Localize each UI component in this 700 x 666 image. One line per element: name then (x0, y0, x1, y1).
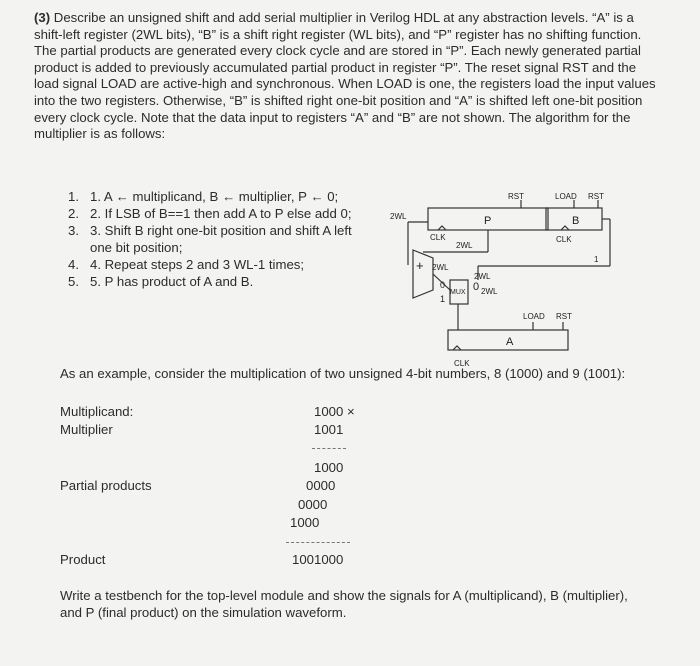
problem-statement (34, 10, 664, 143)
svg-text:2WL: 2WL (432, 263, 449, 272)
partial-product: 1000 (314, 460, 344, 475)
step-item: 2. 2. If LSB of B==1 then add A to P else add 0; (68, 206, 352, 221)
partial-product: 0000 (298, 497, 328, 512)
example-intro: As an example, consider the multiplication of two unsigned 4-bit numbers, 8 (1000) and 9 (1001): (60, 366, 626, 381)
step-item: 1. 1. A ← multiplicand, B ← multiplier, P ← 0; (68, 189, 339, 204)
task-statement: Write a testbench for the top-level module and show the signals for A (multiplicand), B (multiplier), and P (final product) on the simulation waveform. (60, 588, 628, 620)
partial-products-label: Partial products (60, 478, 152, 493)
svg-text:MUX: MUX (450, 289, 466, 296)
partial-product: 0000 (306, 478, 336, 493)
svg-text:RST: RST (556, 312, 572, 321)
svg-text:A: A (506, 336, 514, 348)
svg-text:2WL: 2WL (481, 287, 498, 296)
svg-text:RST: RST (588, 192, 604, 201)
svg-text:2WL: 2WL (474, 272, 491, 281)
product-label: Product (60, 552, 106, 567)
svg-text:P: P (484, 215, 492, 227)
svg-text:0: 0 (473, 281, 480, 293)
multiplicand-label: Multiplicand: (60, 404, 134, 419)
multiplier-label: Multiplier (60, 422, 113, 437)
step-item: 3. 3. Shift B right one-bit position and shift A left one bit position; (68, 223, 352, 255)
svg-text:LOAD: LOAD (555, 192, 577, 201)
divider (286, 542, 350, 543)
svg-text:1: 1 (594, 255, 599, 264)
divider (312, 448, 346, 449)
svg-text:CLK: CLK (430, 233, 446, 242)
problem-text: Describe an unsigned shift and add serial multiplier in Verilog HDL at any abstraction levels. “A” is a shift-left register (2WL bits), “B” is a shift right register (WL bits), and “P” register has no shifting function. The partial products are generated every clock cycle and are stored in “P”. Each newly generated partial product is added to previously accumulated partial product in register “P”. The reset signal RST and the load signal LOAD are active-high and synchronous. When LOAD is one, the registers load the input values into the two registers. Otherwise, “B” is shifted right one-bit position and “A” is shifted left one-bit position every clock cycle. Note that the data input to registers “A” and “B” are not shown. The algorithm for the multiplier is as follows: (34, 10, 656, 142)
svg-text:+: + (416, 258, 424, 273)
algorithm-steps (60, 188, 390, 290)
svg-text:1: 1 (440, 294, 446, 304)
svg-text:LOAD: LOAD (523, 312, 545, 321)
problem-number: (3) (34, 10, 51, 25)
multiplicand-value: 1000 × (314, 404, 355, 419)
svg-text:CLK: CLK (556, 235, 572, 244)
svg-text:RST: RST (508, 192, 524, 201)
svg-text:2WL: 2WL (456, 241, 473, 250)
partial-product: 1000 (290, 515, 320, 530)
svg-text:2WL: 2WL (390, 212, 407, 221)
svg-text:B: B (572, 215, 580, 227)
step-item: 4. 4. Repeat steps 2 and 3 WL-1 times; (68, 257, 305, 272)
multiplier-value: 1001 (314, 422, 344, 437)
multiplier-block-diagram (378, 190, 618, 368)
product-value: 1001000 (292, 552, 344, 567)
svg-text:0: 0 (440, 280, 446, 290)
step-item: 5. 5. P has product of A and B. (68, 274, 254, 289)
svg-text:CLK: CLK (454, 359, 470, 368)
